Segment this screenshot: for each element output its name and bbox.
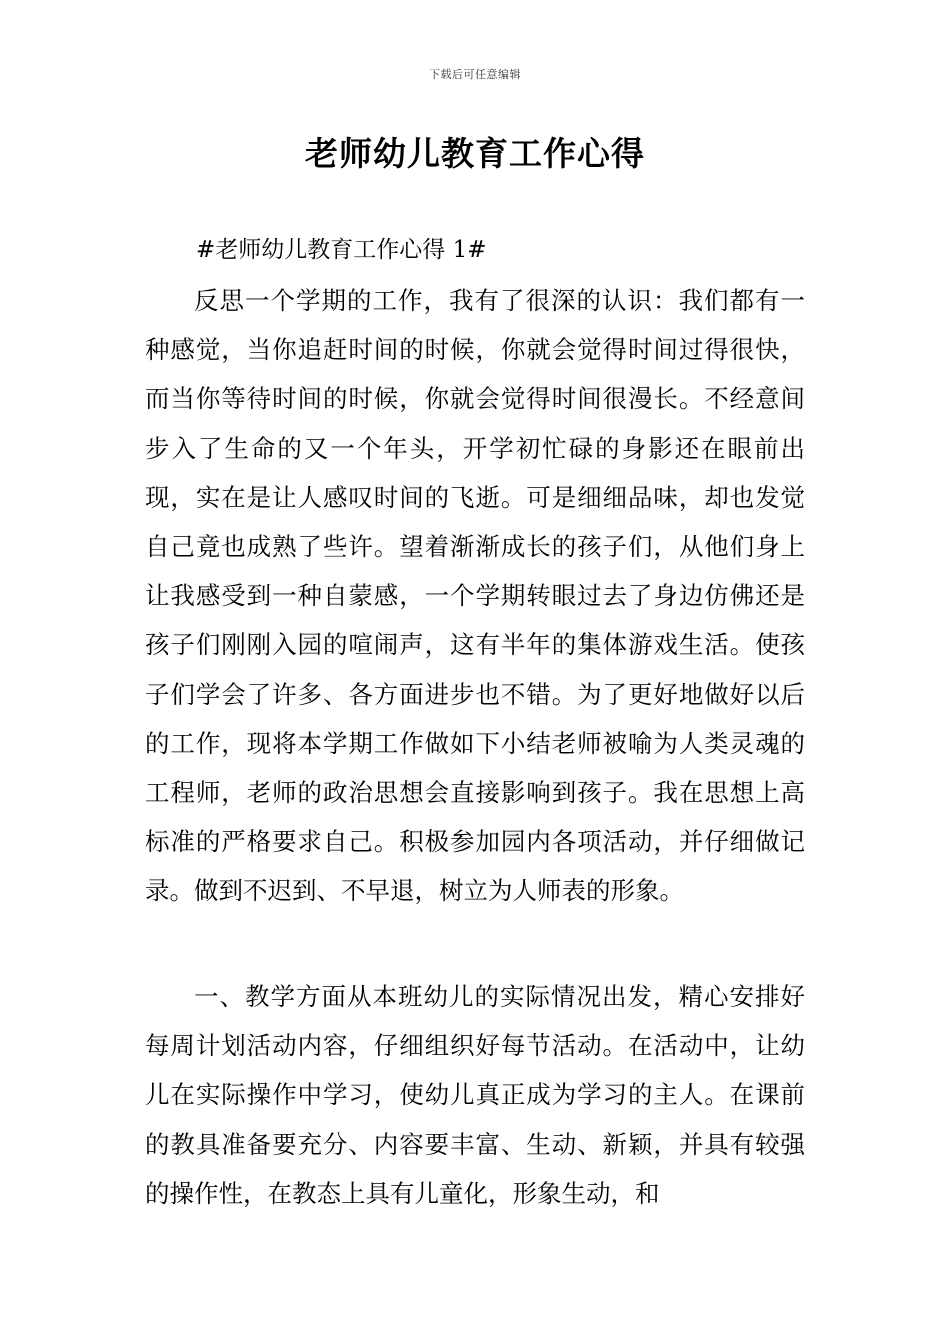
section-heading: #老师幼儿教育工作心得 1# [196, 237, 487, 263]
document-title: 老师幼儿教育工作心得 [305, 134, 645, 173]
body-paragraph-1: 反思一个学期的工作，我有了很深的认识：我们都有一种感觉，当你追赶时间的时候，你就会觉得时间过得很快，而当你等待时间的时候，你就会觉得时间很漫长。不经意间步入了生命的又一个年头，开学初忙碌的身影还在眼前出现，实在是让人感叹时间的飞逝。可是细细品味，却也发觉自己竟也成熟了些许。望着渐渐成长的孩子们，从他们身上让我感受到一种自蒙感，一个学期转眼过去了身边仿佛还是孩子们刚刚入园的喧闹声，这有半年的集体游戏生活。使孩子们学会了许多、各方面进步也不错。为了更好地做好以后的工作，现将本学期工作做如下小结老师被喻为人类灵魂的工程师，老师的政治思想会直接影响到孩子。我在思想上高标准的严格要求自己。积极参加园内各项活动，并仔细做记录。做到不迟到、不早退，树立为人师表的形象。 [145, 286, 805, 906]
page-header-note: 下载后可任意编辑 [429, 68, 521, 81]
body-paragraph-2: 一、教学方面从本班幼儿的实际情况出发，精心安排好每周计划活动内容，仔细组织好每节活动。在活动中，让幼儿在实际操作中学习，使幼儿真正成为学习的主人。在课前的教具准备要充分、内容要丰富、生动、新颖，并具有较强的操作性，在教态上具有儿童化，形象生动，和 [145, 982, 805, 1208]
